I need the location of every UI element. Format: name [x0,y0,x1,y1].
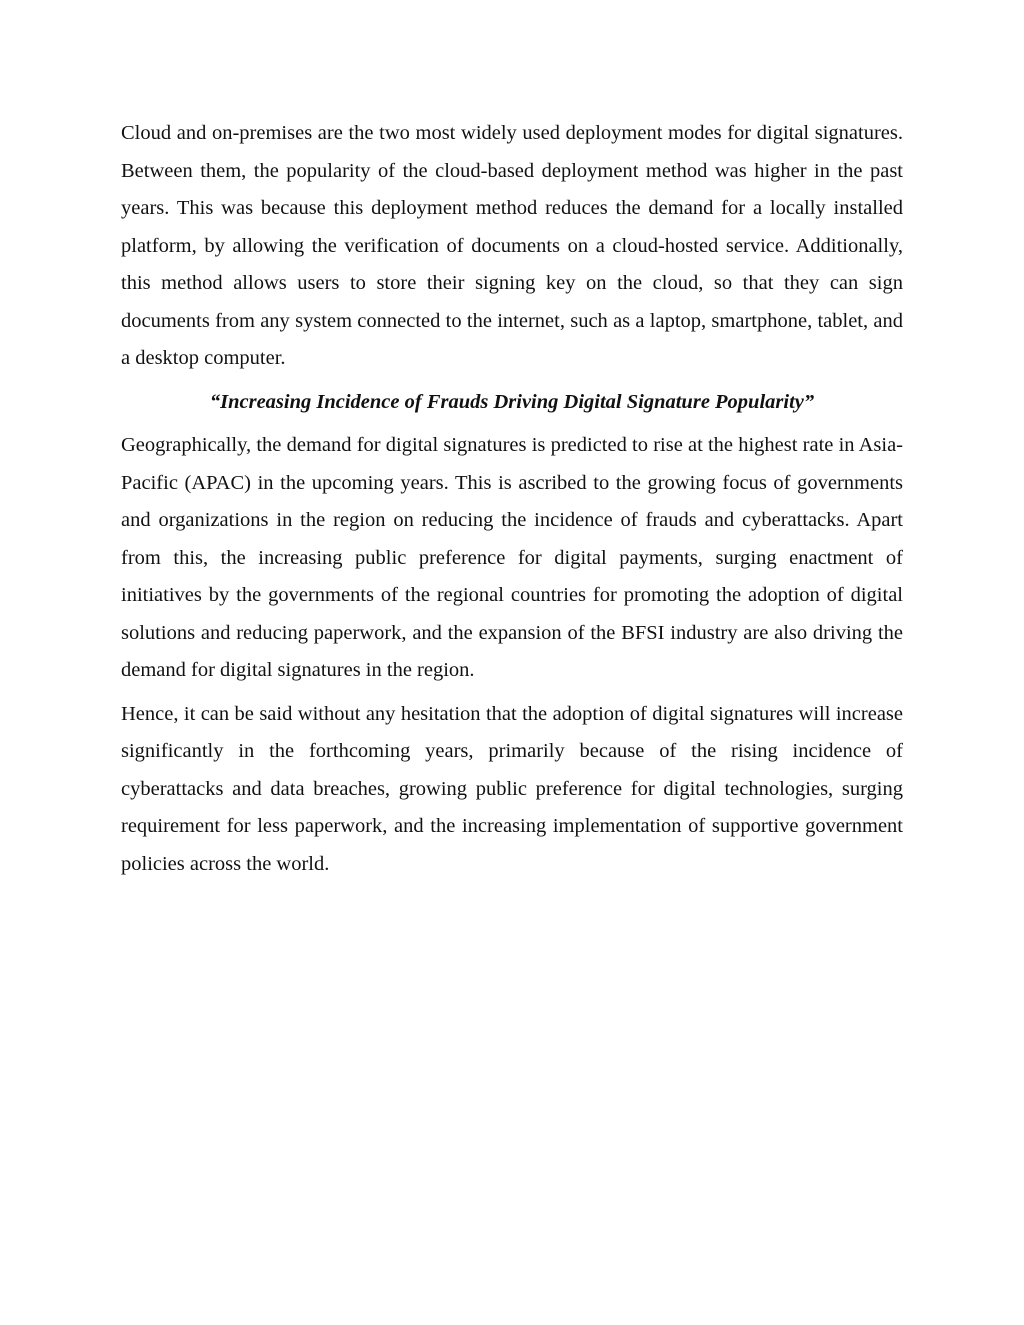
document-body [121,115,903,889]
paragraph-conclusion: Hence, it can be said without any hesitation that the adoption of digital signatures will increase significantly in the forthcoming years, primarily because of the rising incidence of cyberattacks and data breaches, growing public preference for digital technologies, surging requirement for less paperwork, and the increasing implementation of supportive government policies across the world. [121,702,903,875]
paragraph-deployment-modes: Cloud and on-premises are the two most widely used deployment modes for digital signatures. Between them, the popularity of the cloud-based deployment method was higher in the past years. This was because this deployment method reduces the demand for a locally installed platform, by allowing the verification of documents on a cloud-hosted service. Additionally, this method allows users to store their signing key on the cloud, so that they can sign documents from any system connected to the internet, such as a laptop, smartphone, tablet, and a desktop computer. [121,122,903,369]
pull-quote: “Increasing Incidence of Frauds Driving Digital Signature Popularity” [209,390,815,413]
paragraph-geography: Geographically, the demand for digital signatures is predicted to rise at the highest rate in Asia-Pacific (APAC) in the upcoming years. This is ascribed to the growing focus of governments and organizations in the region on reducing the incidence of frauds and cyberattacks. Apart from this, the increasing public preference for digital payments, surging enactment of initiatives by the governments of the regional countries for promoting the adoption of digital solutions and reducing paperwork, and the expansion of the BFSI industry are also driving the demand for digital signatures in the region. [121,434,903,681]
